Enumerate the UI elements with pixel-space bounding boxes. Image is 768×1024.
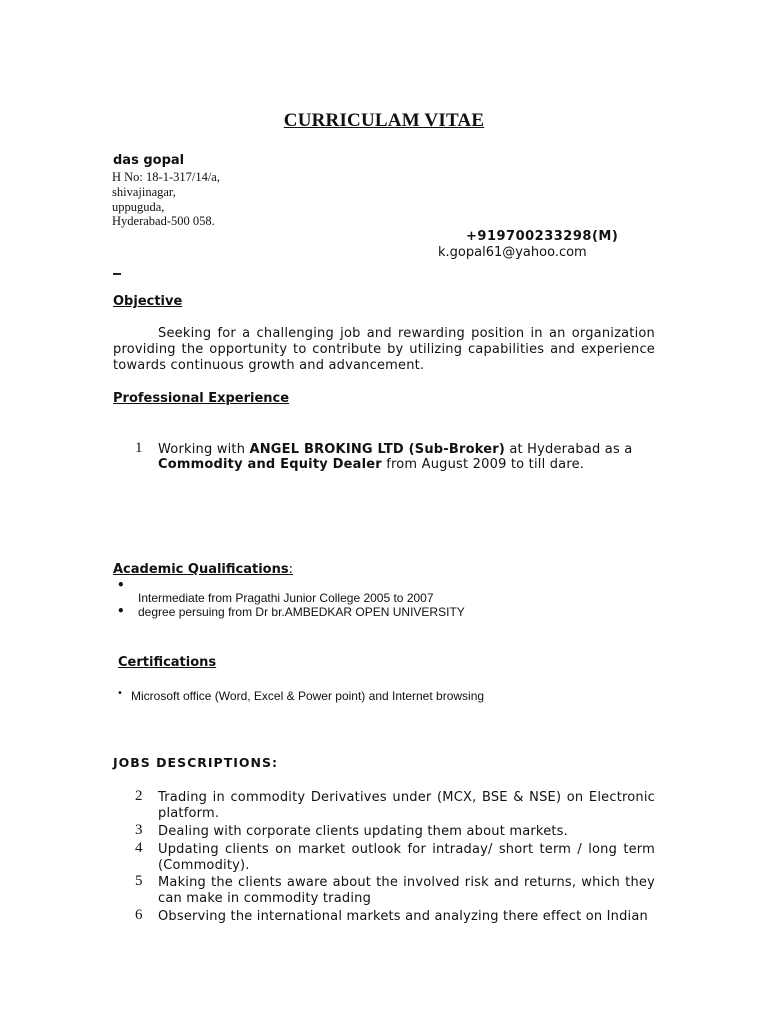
objective-text: Seeking for a challenging job and rewarding position in an organization providing the opportunity to contribute by utilizing capabilities and experience towards continuous growth and advancement. [113,326,655,373]
phone-number: +919700233298(M) [466,229,619,244]
list-number: 2 [135,788,143,804]
job-item: Updating clients on market outlook for intraday/ short term / long term (Commodity). [158,842,655,873]
academic-item: degree persuing from Dr br.AMBEDKAR OPEN UNIVERSITY [138,605,465,619]
list-number: 5 [135,873,143,889]
job-role: Commodity and Equity Dealer [158,457,382,472]
address-line: shivajinagar, [112,185,176,199]
certification-item: Microsoft office (Word, Excel & Power point) and Internet browsing [131,689,485,703]
objective-heading: Objective [113,294,183,309]
job-item: Making the clients aware about the involved risk and returns, which they can make in commodity trading [158,875,655,906]
address-line: Hyderabad-500 058. [112,214,215,228]
list-number: 4 [135,840,143,856]
academic-item: Intermediate from Pragathi Junior College 2005 to 2007 [138,591,434,605]
list-number: 6 [135,907,143,923]
list-number: 1 [135,440,143,456]
list-number: 3 [135,822,143,838]
experience-text: from August 2009 to till dare. [381,457,585,472]
certifications-heading: Certifications [118,655,217,670]
bullet-icon: • [117,688,123,699]
jobs-heading: JOBS DESCRIPTIONS: [113,755,278,770]
job-item: Observing the international markets and analyzing there effect on Indian [158,909,648,924]
document-title: CURRICULAM VITAE [283,110,485,131]
bullet-icon: • [117,604,125,618]
experience-heading: Professional Experience [113,391,290,406]
job-item: Dealing with corporate clients updating them about markets. [158,824,568,839]
candidate-name: das gopal [113,153,185,168]
employer-name: ANGEL BROKING LTD (Sub-Broker) [249,442,506,457]
experience-text: at Hyderabad as a [505,442,633,457]
divider-mark [113,273,121,275]
academics-colon: : [288,562,293,577]
experience-line-1 [158,442,632,457]
academics-heading-text: Academic Qualifications [113,562,289,577]
experience-line-2 [158,457,584,472]
job-item: Trading in commodity Derivatives under (MCX, BSE & NSE) on Electronic platform. [158,790,655,821]
bullet-icon: • [117,578,125,592]
address-line: H No: 18-1-317/14/a, [112,170,220,184]
academics-heading [113,562,293,577]
experience-text: Working with [158,442,250,457]
address-line: uppuguda, [112,200,165,214]
email-address: k.gopal61@yahoo.com [438,245,587,260]
